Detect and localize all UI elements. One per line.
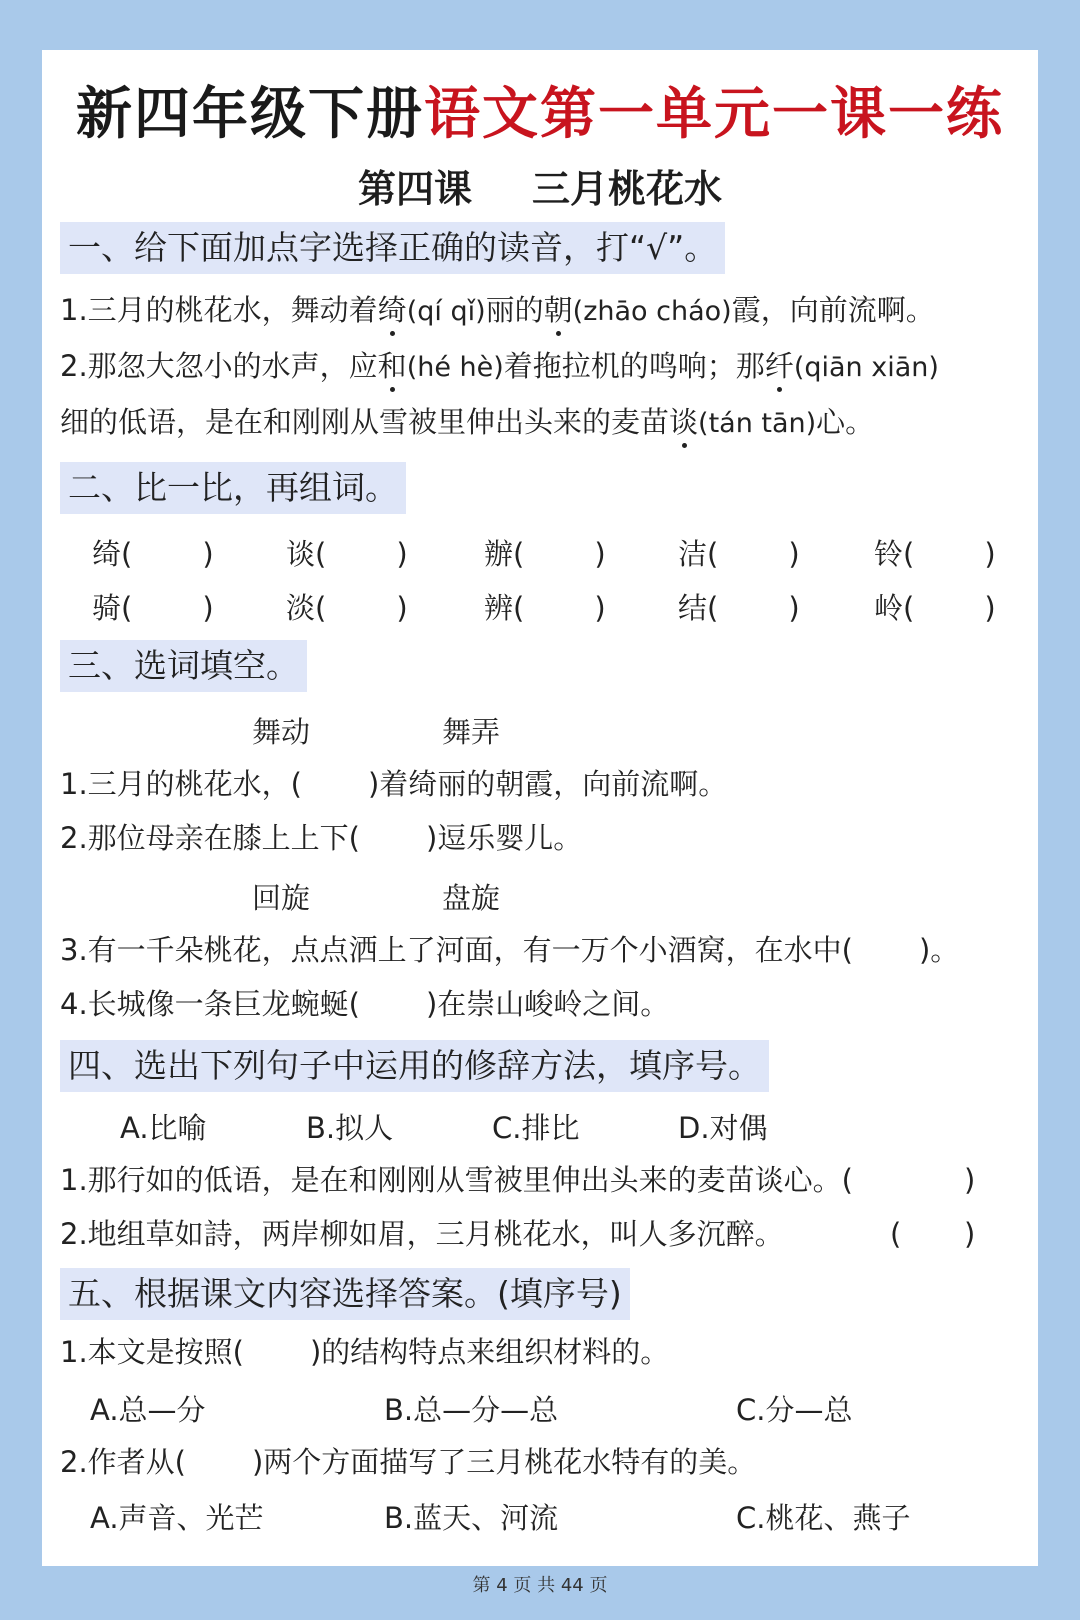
q-text: 1.三月的桃花水，( [60, 767, 302, 801]
choice-option: C.分—总 [736, 1393, 853, 1427]
s4-question-1 [60, 1160, 853, 1200]
q-text: 4.长城像一条巨龙蜿蜒( [60, 987, 360, 1021]
q-text: )两个方面描写了三月桃花水特有的美。 [251, 1445, 757, 1479]
compare-char: 辨 [484, 591, 514, 625]
q-text: 1.那行如的低语，是在和刚刚从雪被里伸出头来的麦苗谈心。( [60, 1163, 853, 1197]
s1-l2-text-a: 2.那忽大忽小的水声，应 [60, 349, 378, 383]
compare-cell: 辦( ) [484, 537, 606, 571]
pinyin-choice: (tán tān) [698, 408, 817, 439]
close-paren: ) [964, 1217, 976, 1251]
q-text: )逗乐婴儿。 [425, 821, 583, 855]
compare-char: 绮 [92, 537, 122, 571]
section-4-heading: 四、选出下列句子中运用的修辞方法，填序号。 [60, 1040, 769, 1092]
pinyin-choice: (hé hè) [406, 352, 504, 383]
compare-cell: 结( ) [678, 591, 800, 625]
s1-l1-text-c: 霞，向前流啊。 [731, 293, 935, 327]
compare-cell: 骑( ) [92, 591, 214, 625]
word-option: 舞动 [252, 715, 311, 749]
compare-char: 铃 [874, 537, 904, 571]
s3-question-2 [60, 818, 582, 858]
compare-cell: 岭( ) [874, 591, 996, 625]
q-text: 2.作者从( [60, 1445, 186, 1479]
rhetoric-option: C.排比 [492, 1111, 580, 1145]
lesson-number: 第四课 [357, 166, 472, 211]
choice-option: C.桃花、燕子 [736, 1501, 911, 1535]
q-text: )。 [918, 933, 960, 967]
pinyin-choice: (qí qǐ) [406, 296, 486, 327]
compare-char: 结 [678, 591, 708, 625]
word-option: 盘旋 [442, 881, 501, 915]
rhetoric-option: B.拟人 [306, 1111, 394, 1145]
pinyin-choice: (zhāo cháo) [572, 296, 732, 327]
title-red-part: 语文第一单元一课一练 [424, 81, 1004, 147]
compare-cell: 辨( ) [484, 591, 606, 625]
s5-question-2 [60, 1442, 756, 1482]
worksheet-page [42, 50, 1038, 1566]
rhetoric-option: A.比喻 [120, 1111, 207, 1145]
compare-char: 辦 [484, 537, 514, 571]
s3-question-3 [60, 930, 959, 970]
s1-l1-text-a: 1.三月的桃花水，舞动着 [60, 293, 378, 327]
compare-char: 洁 [678, 537, 708, 571]
compare-cell: 绮( ) [92, 537, 214, 571]
dotted-char: 绮 [378, 290, 407, 330]
q-text: 3.有一千朵桃花，点点洒上了河面，有一万个小酒窝，在水中( [60, 933, 853, 967]
choice-option: B.总—分—总 [384, 1393, 559, 1427]
q-text: 1.本文是按照( [60, 1335, 244, 1369]
page-number: 第 4 页 共 44 页 [472, 1575, 608, 1596]
q-text: 2.那位母亲在膝上上下( [60, 821, 360, 855]
s4-question-2 [60, 1214, 784, 1254]
section-5-heading: 五、根据课文内容选择答案。(填序号) [60, 1268, 630, 1320]
compare-char: 淡 [286, 591, 316, 625]
q-text: )在崇山峻岭之间。 [425, 987, 670, 1021]
dotted-char: 纤 [765, 346, 794, 386]
s5-question-1 [60, 1332, 669, 1372]
section-3-heading: 三、选词填空。 [60, 640, 307, 692]
title-black-part: 新四年级下册 [76, 81, 424, 147]
s1-l2-text-b: 着拖拉机的鸣响；那 [503, 349, 765, 383]
q-text: )的结构特点来组织材料的。 [309, 1335, 670, 1369]
s1-line-2 [60, 346, 939, 388]
choice-option: B.蓝天、河流 [384, 1501, 559, 1535]
rhetoric-option: D.对偶 [678, 1111, 768, 1145]
s3-question-4 [60, 984, 669, 1024]
open-paren: ( [890, 1217, 902, 1251]
q-text: 2.地组草如詩，两岸柳如眉，三月桃花水，叫人多沉醉。 [60, 1217, 784, 1251]
compare-cell: 铃( ) [874, 537, 996, 571]
section-2-heading: 二、比一比，再组词。 [60, 462, 406, 514]
dotted-char: 谈 [669, 402, 698, 442]
choice-option: A.总—分 [90, 1393, 206, 1427]
pinyin-choice: (qiān xiān) [793, 352, 939, 383]
compare-char: 谈 [286, 537, 316, 571]
page-title [42, 70, 1038, 150]
s1-l1-text-b: 丽的 [485, 293, 544, 327]
q-text: )着绮丽的朝霞，向前流啊。 [367, 767, 728, 801]
compare-cell: 洁( ) [678, 537, 800, 571]
s1-l3-text-b: 心。 [816, 405, 875, 439]
compare-cell: 淡( ) [286, 591, 408, 625]
compare-char: 岭 [874, 591, 904, 625]
lesson-title [42, 158, 1038, 213]
s1-l3-text-a: 细的低语，是在和刚刚从雪被里伸出头来的麦苗 [60, 405, 670, 439]
s1-line-1 [60, 290, 935, 332]
s3-question-1 [60, 764, 727, 804]
dotted-char: 和 [378, 346, 407, 386]
word-option: 回旋 [252, 881, 311, 915]
word-option: 舞弄 [442, 715, 501, 749]
compare-char: 骑 [92, 591, 122, 625]
s1-line-3 [60, 402, 874, 444]
close-paren: ) [964, 1163, 976, 1197]
section-1-heading: 一、给下面加点字选择正确的读音，打“√”。 [60, 222, 725, 274]
compare-cell: 谈( ) [286, 537, 408, 571]
lesson-name: 三月桃花水 [532, 166, 723, 211]
choice-option: A.声音、光芒 [90, 1501, 264, 1535]
dotted-char: 朝 [544, 290, 573, 330]
